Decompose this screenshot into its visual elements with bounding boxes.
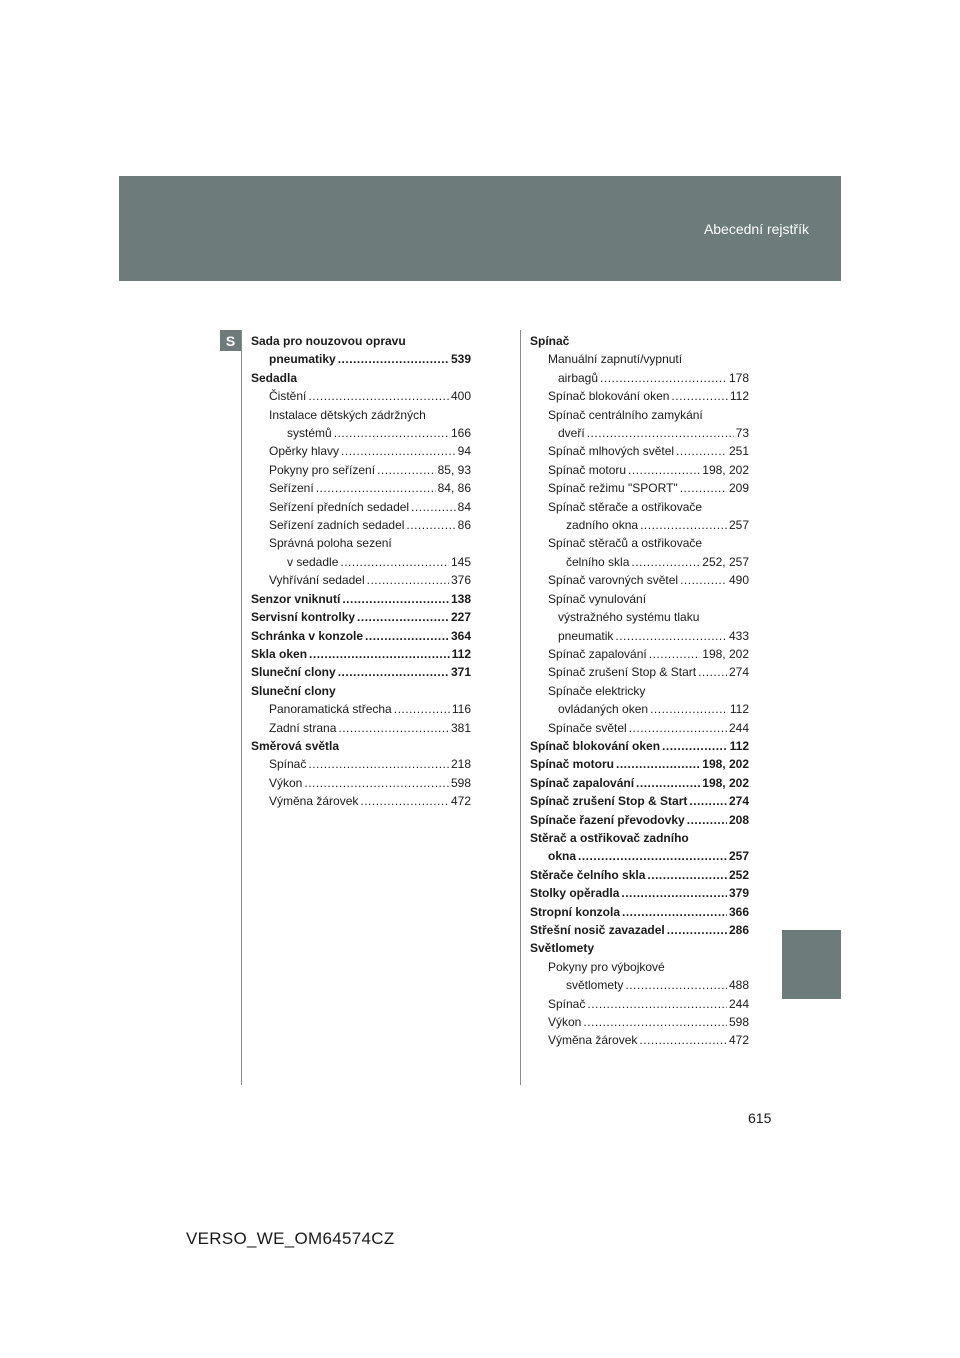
- dot-leader: [578, 847, 727, 865]
- index-entry-label: systémů: [287, 426, 332, 441]
- dot-leader: [406, 516, 455, 534]
- index-entry: [251, 719, 471, 737]
- index-entry: [530, 1031, 749, 1049]
- dot-leader: [647, 866, 727, 884]
- index-entry-label: ovládaných oken: [558, 702, 649, 717]
- index-entry-page: 85, 93: [437, 462, 471, 477]
- index-heading: výstražného systému tlaku: [558, 610, 700, 625]
- index-entry: [530, 369, 749, 387]
- index-entry-page: 84: [457, 499, 471, 514]
- dot-leader: [650, 700, 728, 718]
- dot-leader: [615, 627, 727, 645]
- index-entry: [530, 424, 749, 442]
- index-entry: [530, 995, 749, 1013]
- dot-leader: [587, 424, 734, 442]
- index-entry: [530, 903, 749, 921]
- index-heading: Směrová světla: [251, 738, 340, 753]
- dot-leader: [622, 903, 727, 921]
- dot-leader: [649, 645, 701, 663]
- index-entry-label: Opěrky hlavy: [269, 444, 340, 459]
- index-heading: Sedadla: [251, 370, 298, 385]
- index-entry: [251, 442, 471, 460]
- dot-leader: [316, 479, 436, 497]
- index-entry-page: 539: [450, 352, 471, 367]
- index-entry-label: Spínač blokování oken: [548, 389, 670, 404]
- index-entry: [530, 866, 749, 884]
- index-entry-page: 244: [728, 996, 749, 1011]
- dot-leader: [628, 461, 700, 479]
- index-entry-label: Schránka v konzole: [251, 628, 364, 643]
- index-heading: Instalace dětských zádržných: [269, 407, 426, 422]
- index-entry-page: 490: [728, 573, 749, 588]
- dot-leader: [365, 627, 449, 645]
- dot-leader: [304, 774, 449, 792]
- index-entry-page: 198, 202: [702, 757, 749, 772]
- dot-leader: [662, 737, 728, 755]
- index-entry: [530, 571, 749, 589]
- index-entry: [530, 516, 749, 534]
- index-entry: [251, 700, 471, 718]
- index-entry-page: 488: [728, 978, 749, 993]
- index-heading: Spínač stěrače a ostřikovače: [548, 499, 703, 514]
- index-entry-label: Výměna žárovek: [269, 794, 359, 809]
- index-entry-label: okna: [548, 849, 577, 864]
- index-heading: Spínač vynulování: [548, 591, 647, 606]
- index-entry-label: Pokyny pro seřízení: [269, 462, 376, 477]
- dot-leader: [338, 350, 449, 368]
- index-entry-label: Seřízení zadních sedadel: [269, 518, 405, 533]
- dot-leader: [689, 792, 727, 810]
- index-entry: [251, 387, 471, 405]
- index-entry: [251, 663, 471, 681]
- index-entry: [530, 663, 749, 681]
- index-entry: [530, 442, 749, 460]
- dot-leader: [616, 755, 700, 773]
- index-entry: [251, 627, 471, 645]
- dot-leader: [340, 553, 449, 571]
- dot-leader: [587, 995, 727, 1013]
- index-entry: [530, 627, 749, 645]
- index-entry-page: 472: [728, 1033, 749, 1048]
- index-heading: Spínač stěračů a ostřikovače: [548, 536, 703, 551]
- index-entry-page: 244: [728, 720, 749, 735]
- index-entry-page: 381: [450, 720, 471, 735]
- index-entry-label: čelního skla: [566, 554, 630, 569]
- index-entry-label: Spínač: [269, 757, 307, 772]
- index-entry: [251, 608, 471, 626]
- dot-leader: [600, 369, 727, 387]
- dot-leader: [341, 442, 456, 460]
- index-entry: [530, 387, 749, 405]
- index-entry-page: 598: [728, 1015, 749, 1030]
- index-entry-label: Výkon: [269, 775, 303, 790]
- dot-leader: [411, 498, 456, 516]
- index-column-right: [530, 332, 749, 1050]
- dot-leader: [338, 719, 449, 737]
- dot-leader: [583, 1013, 727, 1031]
- index-entry: [251, 774, 471, 792]
- index-entry: [251, 645, 471, 663]
- index-entry-label: pneumatik: [558, 628, 614, 643]
- index-entry-page: 218: [450, 757, 471, 772]
- index-column-left: [251, 332, 471, 811]
- dot-leader: [621, 884, 727, 902]
- index-entry-label: Stolky opěradla: [530, 886, 620, 901]
- index-entry-page: 286: [728, 923, 749, 937]
- index-entry-page: 274: [728, 794, 749, 809]
- index-entry-label: Spínač zapalování: [548, 646, 647, 661]
- index-entry-label: Spínač varovných světel: [548, 573, 679, 588]
- index-entry-page: 198, 202: [702, 775, 749, 790]
- index-entry-label: Servisní kontrolky: [251, 610, 356, 625]
- index-entry: [530, 1013, 749, 1031]
- index-entry-page: 112: [729, 702, 749, 717]
- index-entry-page: 376: [450, 573, 471, 588]
- index-entry-page: 112: [729, 738, 749, 753]
- index-entry-label: Sluneční clony: [251, 665, 336, 680]
- index-entry: [251, 461, 471, 479]
- index-entry-label: světlomety: [566, 978, 624, 993]
- index-entry-label: Spínače světel: [548, 720, 627, 735]
- dot-leader: [625, 976, 727, 994]
- index-entry-page: 371: [450, 665, 471, 680]
- index-entry-page: 94: [457, 444, 471, 459]
- document-code: VERSO_WE_OM64574CZ: [186, 1229, 395, 1248]
- dot-leader: [680, 571, 727, 589]
- column-divider-left: [241, 330, 242, 1085]
- index-heading: Spínače elektricky: [548, 683, 646, 698]
- index-entry-page: 433: [728, 628, 749, 643]
- index-entry-page: 112: [729, 389, 749, 404]
- index-entry: [251, 553, 471, 571]
- dot-leader: [367, 571, 449, 589]
- index-entry-page: 257: [728, 849, 749, 864]
- index-entry-page: 209: [728, 481, 749, 496]
- index-entry-label: Spínač mlhových světel: [548, 444, 675, 459]
- index-heading: Správná poloha sezení: [269, 536, 392, 551]
- index-entry-label: Výkon: [548, 1015, 582, 1030]
- index-entry: [251, 792, 471, 810]
- index-entry-label: Seřízení předních sedadel: [269, 499, 410, 514]
- index-entry-page: 116: [451, 702, 471, 717]
- index-entry: [251, 498, 471, 516]
- index-entry-page: 198, 202: [702, 646, 749, 661]
- index-entry-label: Spínače řazení převodovky: [530, 812, 685, 827]
- column-divider-middle: [520, 330, 521, 1085]
- dot-leader: [671, 387, 727, 405]
- index-entry: [530, 645, 749, 663]
- index-entry-label: Spínač zrušení Stop & Start: [530, 794, 688, 809]
- index-entry-label: Čistění: [269, 389, 307, 404]
- index-entry: [251, 590, 471, 608]
- index-entry-page: 252: [728, 867, 749, 882]
- index-heading: Spínač: [530, 334, 570, 348]
- header-title: Abecední rejstřík: [703, 221, 809, 237]
- index-heading: Světlomety: [530, 941, 595, 956]
- index-entry-page: 208: [728, 812, 749, 827]
- index-entry: [530, 553, 749, 571]
- dot-leader: [639, 1031, 727, 1049]
- dot-leader: [629, 719, 727, 737]
- index-entry-label: Vyhřívání sedadel: [269, 573, 365, 588]
- index-heading: Sada pro nouzovou opravu: [251, 334, 406, 348]
- index-entry-label: dveří: [558, 426, 585, 441]
- dot-leader: [308, 755, 449, 773]
- index-entry-page: 364: [450, 628, 471, 643]
- dot-leader: [394, 700, 450, 718]
- index-entry-label: v sedadle: [287, 554, 339, 569]
- index-entry-label: Stropní konzola: [530, 904, 620, 919]
- index-entry-label: Skla oken: [251, 646, 308, 661]
- index-entry-label: airbagů: [558, 370, 599, 385]
- index-entry-page: 84, 86: [437, 481, 471, 496]
- index-heading: Manuální zapnutí/vypnutí: [548, 352, 683, 367]
- index-entry: [251, 516, 471, 534]
- dot-leader: [680, 479, 727, 497]
- dot-leader: [309, 645, 450, 663]
- index-heading: Stěrač a ostřikovač zadního: [530, 830, 689, 845]
- index-entry-label: Panoramatická střecha: [269, 702, 392, 717]
- index-entry-label: Střešní nosič zavazadel: [530, 923, 665, 937]
- dot-leader: [698, 663, 727, 681]
- index-entry: [530, 976, 749, 994]
- index-entry: [530, 737, 749, 755]
- dot-leader: [631, 553, 700, 571]
- dot-leader: [338, 663, 449, 681]
- index-entry: [251, 350, 471, 368]
- index-entry-page: 379: [728, 886, 749, 901]
- index-heading: Sluneční clony: [251, 683, 336, 698]
- index-entry-page: 227: [450, 610, 471, 625]
- index-entry-page: 73: [735, 426, 749, 441]
- index-entry-label: Spínač motoru: [548, 462, 627, 477]
- dot-leader: [377, 461, 436, 479]
- index-heading: Pokyny pro výbojkové: [548, 959, 665, 974]
- dot-leader: [667, 921, 727, 939]
- index-entry-page: 257: [728, 518, 749, 533]
- index-entry-page: 112: [451, 646, 471, 661]
- index-heading: Spínač centrálního zamykání: [548, 407, 703, 422]
- index-entry-page: 400: [450, 389, 471, 404]
- page-number: 615: [748, 1110, 772, 1126]
- index-entry: [251, 479, 471, 497]
- index-entry-label: zadního okna: [566, 518, 639, 533]
- index-entry: [530, 921, 749, 939]
- index-entry: [530, 792, 749, 810]
- index-entry-label: Spínač blokování oken: [530, 738, 661, 753]
- index-entry-label: Zadní strana: [269, 720, 337, 735]
- index-entry-page: 86: [457, 518, 471, 533]
- dot-leader: [676, 442, 727, 460]
- index-entry-label: Senzor vniknutí: [251, 591, 341, 606]
- section-letter: S: [220, 330, 241, 351]
- index-entry: [530, 884, 749, 902]
- index-entry-page: 472: [450, 794, 471, 809]
- header-band: [119, 176, 841, 281]
- index-entry-page: 274: [728, 665, 749, 680]
- index-entry: [251, 571, 471, 589]
- side-tab: [782, 930, 841, 999]
- index-entry: [530, 847, 749, 865]
- index-entry: [530, 719, 749, 737]
- index-entry: [530, 755, 749, 773]
- dot-leader: [636, 774, 700, 792]
- dot-leader: [342, 590, 449, 608]
- index-entry-label: Spínač režimu "SPORT": [548, 481, 678, 496]
- index-entry-label: Stěrače čelního skla: [530, 867, 646, 882]
- index-entry: [530, 479, 749, 497]
- dot-leader: [308, 387, 449, 405]
- index-entry-label: Spínač zapalování: [530, 775, 635, 790]
- index-entry-page: 138: [450, 591, 471, 606]
- index-entry-page: 145: [450, 554, 471, 569]
- dot-leader: [687, 811, 727, 829]
- index-entry-page: 252, 257: [702, 554, 749, 569]
- index-entry-label: Spínač zrušení Stop & Start: [548, 665, 697, 680]
- index-entry-page: 251: [728, 444, 749, 459]
- dot-leader: [360, 792, 449, 810]
- dot-leader: [357, 608, 449, 626]
- index-entry-page: 198, 202: [702, 462, 749, 477]
- index-entry-label: Spínač: [548, 996, 586, 1011]
- index-entry: [251, 755, 471, 773]
- index-entry-label: Seřízení: [269, 481, 314, 496]
- index-entry-page: 166: [450, 426, 471, 441]
- index-entry: [530, 774, 749, 792]
- index-entry-page: 366: [728, 904, 749, 919]
- index-entry-label: Výměna žárovek: [548, 1033, 638, 1048]
- index-entry: [530, 700, 749, 718]
- index-entry-page: 178: [728, 370, 749, 385]
- index-entry-label: pneumatiky: [269, 352, 336, 367]
- index-entry: [251, 424, 471, 442]
- index-entry: [530, 811, 749, 829]
- dot-leader: [640, 516, 727, 534]
- index-entry-page: 598: [450, 775, 471, 790]
- index-entry-label: Spínač motoru: [530, 757, 615, 772]
- index-entry: [530, 461, 749, 479]
- dot-leader: [334, 424, 449, 442]
